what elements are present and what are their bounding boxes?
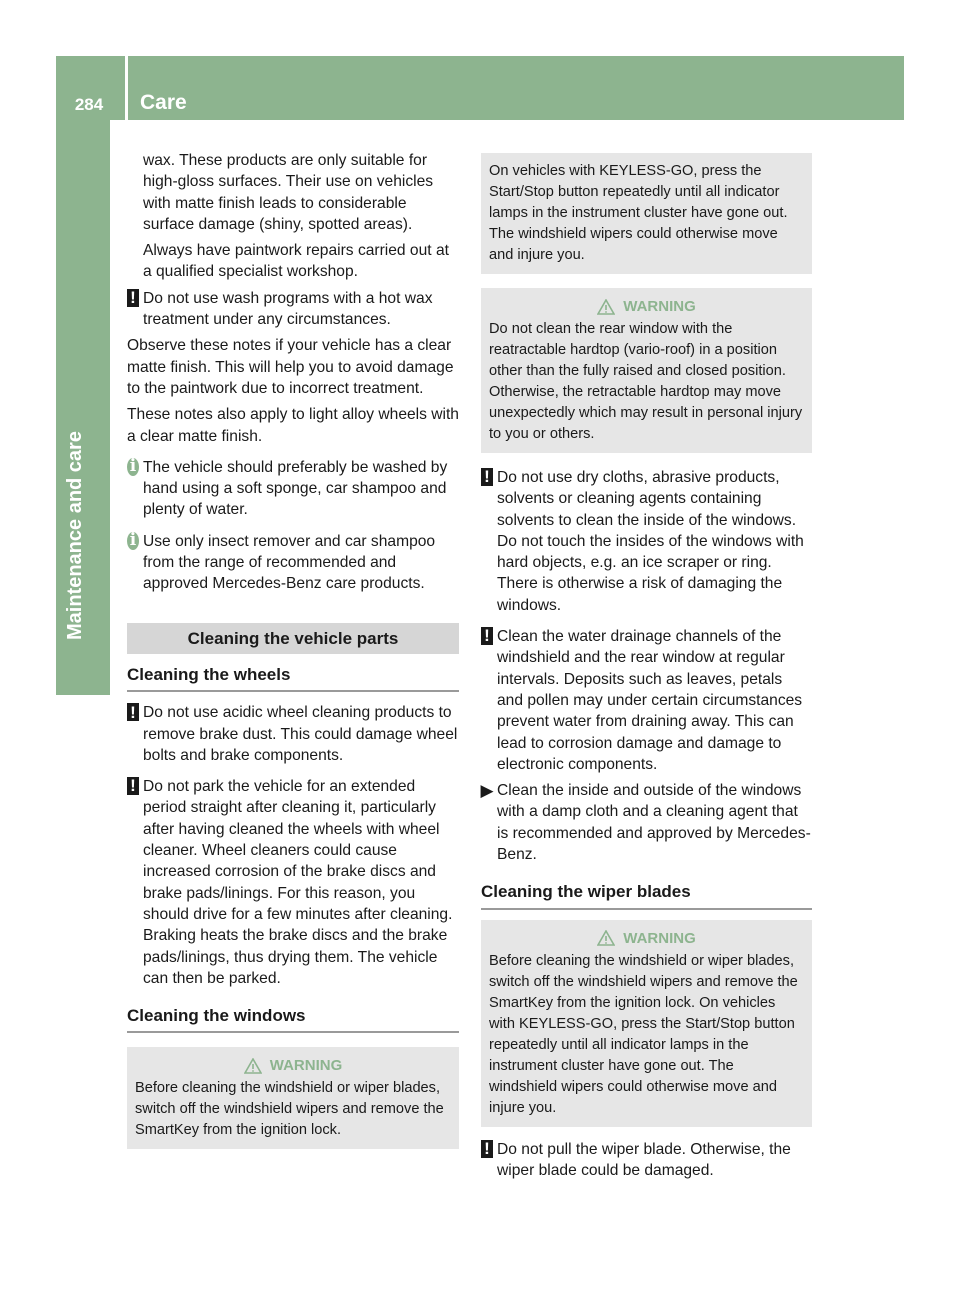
warning-box-hardtop bbox=[481, 288, 812, 453]
attention-icon: ! bbox=[127, 703, 139, 721]
left-column bbox=[127, 150, 459, 1149]
warning-text: Before cleaning the windshield or wiper blades, switch off the windshield wipers and remove the SmartKey from the ignition lock. On vehicles with KEYLESS-GO, press the Start/Stop button repeatedly until all indicator lamps in the instrument cluster have gone out. The windshield wipers could otherwise move and injure you. bbox=[489, 952, 798, 1116]
warning-triangle-icon bbox=[597, 930, 615, 946]
step-text: Clean the inside and outside of the windows with a damp cloth and a cleaning agent that is recommended and approved by Mercedes-Benz. bbox=[497, 782, 811, 864]
warning-box-wiper bbox=[481, 920, 812, 1127]
side-tab-label: Maintenance and care bbox=[64, 431, 86, 640]
note-text: Do not use acidic wheel cleaning products to remove brake dust. This could damage wheel bolts and brake components. bbox=[143, 704, 458, 764]
attention-icon: ! bbox=[481, 1140, 493, 1158]
note-pull-wiper bbox=[481, 1139, 812, 1182]
warning-box-continued bbox=[481, 153, 812, 274]
note-dry-cloths bbox=[481, 467, 812, 616]
info-icon: i bbox=[127, 532, 139, 550]
observe-paragraph: Observe these notes if your vehicle has a clear matte finish. This will help you to avoid damage to the paintwork due to incorrect treatment. bbox=[127, 337, 454, 397]
warning-text: Do not clean the rear window with the reatractable hardtop (vario-roof) in a position other than the fully raised and closed position. Otherwise, the retractable hardtop may move unexpectedly which may result in personal injury to you or others. bbox=[489, 321, 803, 442]
note-text: Do not use wash programs with a hot wax treatment under any circumstances. bbox=[143, 289, 433, 329]
warning-header bbox=[489, 928, 804, 949]
info-text: The vehicle should preferably be washed by hand using a soft sponge, car shampoo and plenty of water. bbox=[143, 458, 448, 519]
wheels-heading: Cleaning the wheels bbox=[127, 664, 459, 692]
attention-icon: ! bbox=[127, 289, 139, 307]
step-arrow-icon: ▶ bbox=[480, 780, 494, 800]
note-text: Do not park the vehicle for an extended period straight after cleaning it, particularly after having cleaned the wheels with wheel cleaner. Wheel cleaners could cause increased corrosion of the brake discs and brake pads/linings. For this reason, you should drive for a few minutes after cleaning. Braking heats the brake discs and the brake pads/linings, thus drying them. The vehicle can then be parked. bbox=[143, 778, 453, 987]
windows-heading: Cleaning the windows bbox=[127, 1005, 459, 1033]
note-text: Do not pull the wiper blade. Otherwise, the wiper blade could be damaged. bbox=[497, 1140, 791, 1179]
note-drainage bbox=[481, 626, 812, 775]
attention-icon: ! bbox=[481, 468, 493, 486]
warning-text: On vehicles with KEYLESS-GO, press the Start/Stop button repeatedly until all indicator lamps in the instrument cluster have gone out. The windshield wipers could otherwise move and injure you. bbox=[489, 163, 788, 263]
info-wash-by-hand bbox=[127, 457, 459, 521]
warning-header bbox=[135, 1055, 451, 1076]
warning-label: WARNING bbox=[623, 929, 696, 947]
wax-paragraph: wax. These products are only suitable for high-gloss surfaces. Their use on vehicles with matte finish leads to considerable surface damage (shiny, spotted areas). bbox=[143, 152, 434, 233]
alloy-paragraph: These notes also apply to light alloy wheels with a clear matte finish. bbox=[127, 406, 459, 445]
warning-text: Before cleaning the windshield or wiper blades, switch off the windshield wipers and remove the SmartKey from the ignition lock. bbox=[135, 1080, 444, 1139]
note-park bbox=[127, 776, 459, 989]
warning-triangle-icon bbox=[597, 299, 615, 315]
warning-header bbox=[489, 296, 804, 317]
wiper-heading: Cleaning the wiper blades bbox=[481, 881, 812, 909]
info-icon: i bbox=[127, 458, 139, 476]
step-clean-windows bbox=[481, 780, 812, 865]
warning-triangle-icon bbox=[244, 1058, 262, 1074]
chapter-title: Care bbox=[140, 91, 187, 114]
warning-box-windows bbox=[127, 1047, 459, 1149]
section-title-band: Cleaning the vehicle parts bbox=[127, 623, 459, 654]
header-divider bbox=[125, 56, 128, 120]
repairs-paragraph: Always have paintwork repairs carried out at a qualified specialist workshop. bbox=[143, 242, 449, 281]
note-hot-wax bbox=[127, 288, 459, 331]
attention-icon: ! bbox=[127, 777, 139, 795]
right-column bbox=[481, 153, 812, 1181]
note-text: Do not use dry cloths, abrasive products, solvents or cleaning agents containing solvents to clean the inside of the windows. Do not touch the insides of the windows with hard objects, e.g. an ice scraper or ring. There is otherwise a risk of damaging the windows. bbox=[497, 469, 804, 614]
warning-label: WARNING bbox=[269, 1057, 343, 1075]
attention-icon: ! bbox=[481, 627, 493, 645]
warning-label: WARNING bbox=[623, 298, 696, 315]
page-number: 284 bbox=[74, 95, 104, 114]
info-insect-remover bbox=[127, 531, 459, 595]
note-text: Clean the water drainage channels of the windshield and the rear window at regular intervals. Deposits such as leaves, petals and pollen may under certain circumstances prevent water from draining away. This can lead to corrosion damage and damage to electronic components. bbox=[497, 628, 803, 773]
note-acidic-cleaner bbox=[127, 702, 459, 766]
info-text: Use only insect remover and car shampoo from the range of recommended and approved Mercedes-Benz care products. bbox=[143, 532, 436, 593]
